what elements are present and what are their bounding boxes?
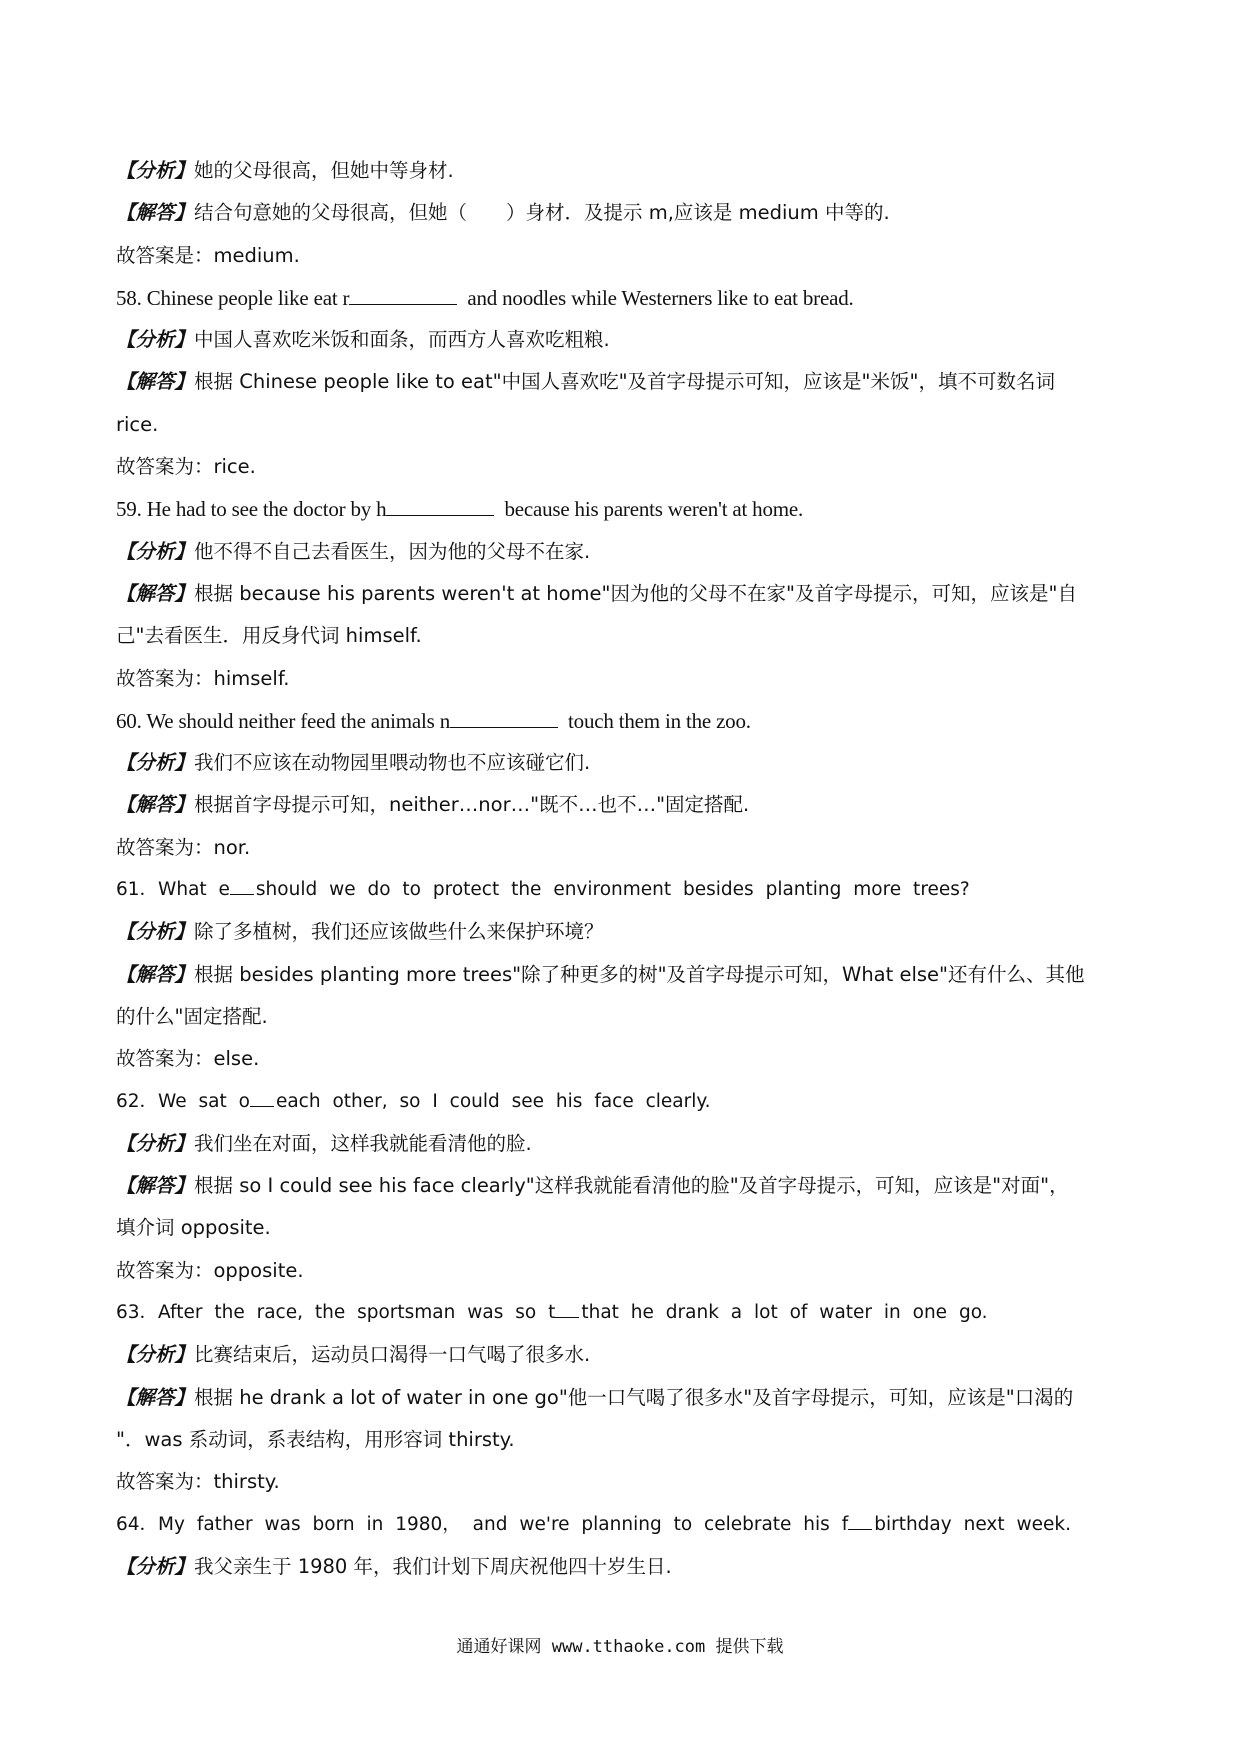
q62-analysis (116, 1123, 1136, 1165)
question-number: 63． (116, 1302, 159, 1324)
q62-solution-cont: 填介词 opposite. (116, 1216, 271, 1240)
question-number: 64． (116, 1513, 159, 1535)
q64-question (116, 1504, 1136, 1546)
answer-blank (349, 282, 457, 305)
solution-tag: 【解答】 (116, 201, 195, 225)
solution-text: 根据 so I could see his face clearly"这样我就能看清他的脸"及首字母提示，可知，应该是"对面"， (194, 1174, 1069, 1198)
solution-tag: 【解答】 (116, 1385, 195, 1409)
q61-analysis (116, 911, 1136, 953)
q58-analysis (116, 319, 1136, 361)
question-text-after: that he drank a lot of water in one go. (581, 1302, 988, 1324)
analysis-tag: 【分析】 (116, 920, 195, 944)
solution-tag: 【解答】 (116, 962, 195, 986)
q63-solution-cont: "．was 系动词，系表结构，用形容词 thirsty. (116, 1427, 515, 1451)
question-number: 58. (116, 285, 142, 310)
q61-question (116, 869, 1136, 911)
first-letter-hint: r (342, 285, 350, 310)
analysis-text: 他不得不自己去看医生，因为他的父母不在家. (194, 539, 591, 563)
answer-blank (555, 1295, 579, 1318)
q58-solution (116, 361, 1136, 403)
analysis-text: 我们不应该在动物园里喂动物也不应该碰它们. (194, 751, 591, 775)
answer-blank (450, 705, 558, 728)
q57-answer: 故答案是：medium. (116, 243, 300, 267)
q63-answer: 故答案为：thirsty. (116, 1470, 280, 1494)
answer-blank (386, 493, 494, 516)
solution-tag: 【解答】 (116, 581, 195, 605)
q59-question (116, 488, 1136, 530)
question-text-after: because his parents weren't at home. (504, 497, 804, 522)
question-text-after: should we do to protect the environment besides planting more trees? (255, 879, 970, 901)
answer-blank (250, 1084, 274, 1107)
analysis-text: 中国人喜欢吃米饭和面条，而西方人喜欢吃粗粮. (194, 328, 610, 352)
solution-text: 根据首字母提示可知，neither…nor…"既不…也不…"固定搭配. (194, 793, 750, 817)
question-text-before: What e (158, 879, 230, 901)
question-number: 59. (116, 497, 142, 522)
q57-solution (116, 192, 1136, 234)
solution-text: 根据 besides planting more trees"除了种更多的树"及首字母提示可知，What else"还有什么、其他 (194, 962, 1085, 986)
analysis-tag: 【分析】 (116, 159, 195, 182)
q61-solution (116, 954, 1136, 996)
analysis-text: 她的父母很高，但她中等身材. (194, 159, 454, 182)
analysis-text: 除了多植树，我们还应该做些什么来保护环境？ (194, 920, 604, 944)
question-text-before: He had to see the doctor by (146, 497, 372, 522)
analysis-tag: 【分析】 (116, 539, 195, 563)
question-text-before: My father was born in 1980， and we're planning to celebrate his f (158, 1513, 849, 1535)
analysis-tag: 【分析】 (116, 1343, 195, 1367)
q62-question (116, 1081, 1136, 1123)
question-text-before: We sat o (158, 1090, 250, 1112)
q57-analysis (116, 150, 1136, 192)
page-footer: 通通好课网 www.tthaoke.com 提供下载 (456, 1637, 784, 1657)
question-text-before: Chinese people like eat (146, 285, 338, 310)
q63-analysis (116, 1334, 1136, 1376)
answer-blank (230, 872, 254, 895)
question-text-after: birthday next week. (874, 1513, 1071, 1535)
solution-tag: 【解答】 (116, 793, 195, 817)
question-number: 61． (116, 879, 159, 901)
analysis-tag: 【分析】 (116, 1131, 195, 1155)
q62-answer: 故答案为：opposite. (116, 1258, 304, 1282)
q59-solution-cont: 己"去看医生．用反身代词 himself. (116, 624, 422, 648)
q63-solution (116, 1377, 1136, 1419)
analysis-text: 比赛结束后，运动员口渴得一口气喝了很多水. (194, 1343, 591, 1367)
question-number: 62． (116, 1090, 159, 1112)
q59-analysis (116, 531, 1136, 573)
q61-answer: 故答案为：else. (116, 1047, 260, 1071)
q60-question (116, 700, 1136, 742)
analysis-text: 我们坐在对面，这样我就能看清他的脸. (194, 1131, 532, 1155)
question-text-before: We should neither feed the animals (146, 708, 435, 733)
question-text-after: each other, so I could see his face clearly. (275, 1090, 711, 1112)
q61-solution-cont: 的什么"固定搭配. (116, 1004, 268, 1028)
analysis-tag: 【分析】 (116, 328, 195, 352)
q59-solution (116, 573, 1136, 615)
answer-blank (848, 1507, 872, 1530)
q58-answer: 故答案为：rice. (116, 455, 256, 479)
question-number: 60. (116, 708, 142, 733)
first-letter-hint: h (376, 497, 387, 522)
solution-text: 结合句意她的父母很高，但她（ ）身材．及提示 m,应该是 medium 中等的. (194, 201, 890, 225)
document-body (116, 150, 1136, 1588)
q63-question (116, 1292, 1136, 1334)
first-letter-hint: n (439, 708, 451, 733)
q60-answer: 故答案为：nor. (116, 835, 251, 859)
question-text-before: After the race, the sportsman was so t (158, 1302, 556, 1324)
solution-tag: 【解答】 (116, 370, 195, 394)
analysis-tag: 【分析】 (116, 1554, 195, 1578)
q58-solution-cont: rice. (116, 412, 159, 436)
solution-text: 根据 he drank a lot of water in one go"他一口气喝了很多水"及首字母提示，可知，应该是"口渴的 (194, 1385, 1074, 1409)
q58-question (116, 277, 1136, 319)
question-text-after: touch them in the zoo. (568, 708, 751, 733)
q59-answer: 故答案为：himself. (116, 666, 290, 690)
q64-analysis (116, 1546, 1136, 1588)
q60-solution (116, 784, 1136, 826)
question-text-after: and noodles while Westerners like to eat bread. (467, 285, 854, 310)
q62-solution (116, 1165, 1136, 1207)
solution-text: 根据 because his parents weren't at home"因为他的父母不在家"及首字母提示，可知，应该是"自 (194, 581, 1077, 605)
analysis-tag: 【分析】 (116, 751, 195, 775)
q60-analysis (116, 742, 1136, 784)
analysis-text: 我父亲生于 1980 年，我们计划下周庆祝他四十岁生日. (194, 1554, 672, 1578)
solution-tag: 【解答】 (116, 1174, 195, 1198)
solution-text: 根据 Chinese people like to eat"中国人喜欢吃"及首字母提示可知，应该是"米饭"，填不可数名词 (194, 370, 1055, 394)
